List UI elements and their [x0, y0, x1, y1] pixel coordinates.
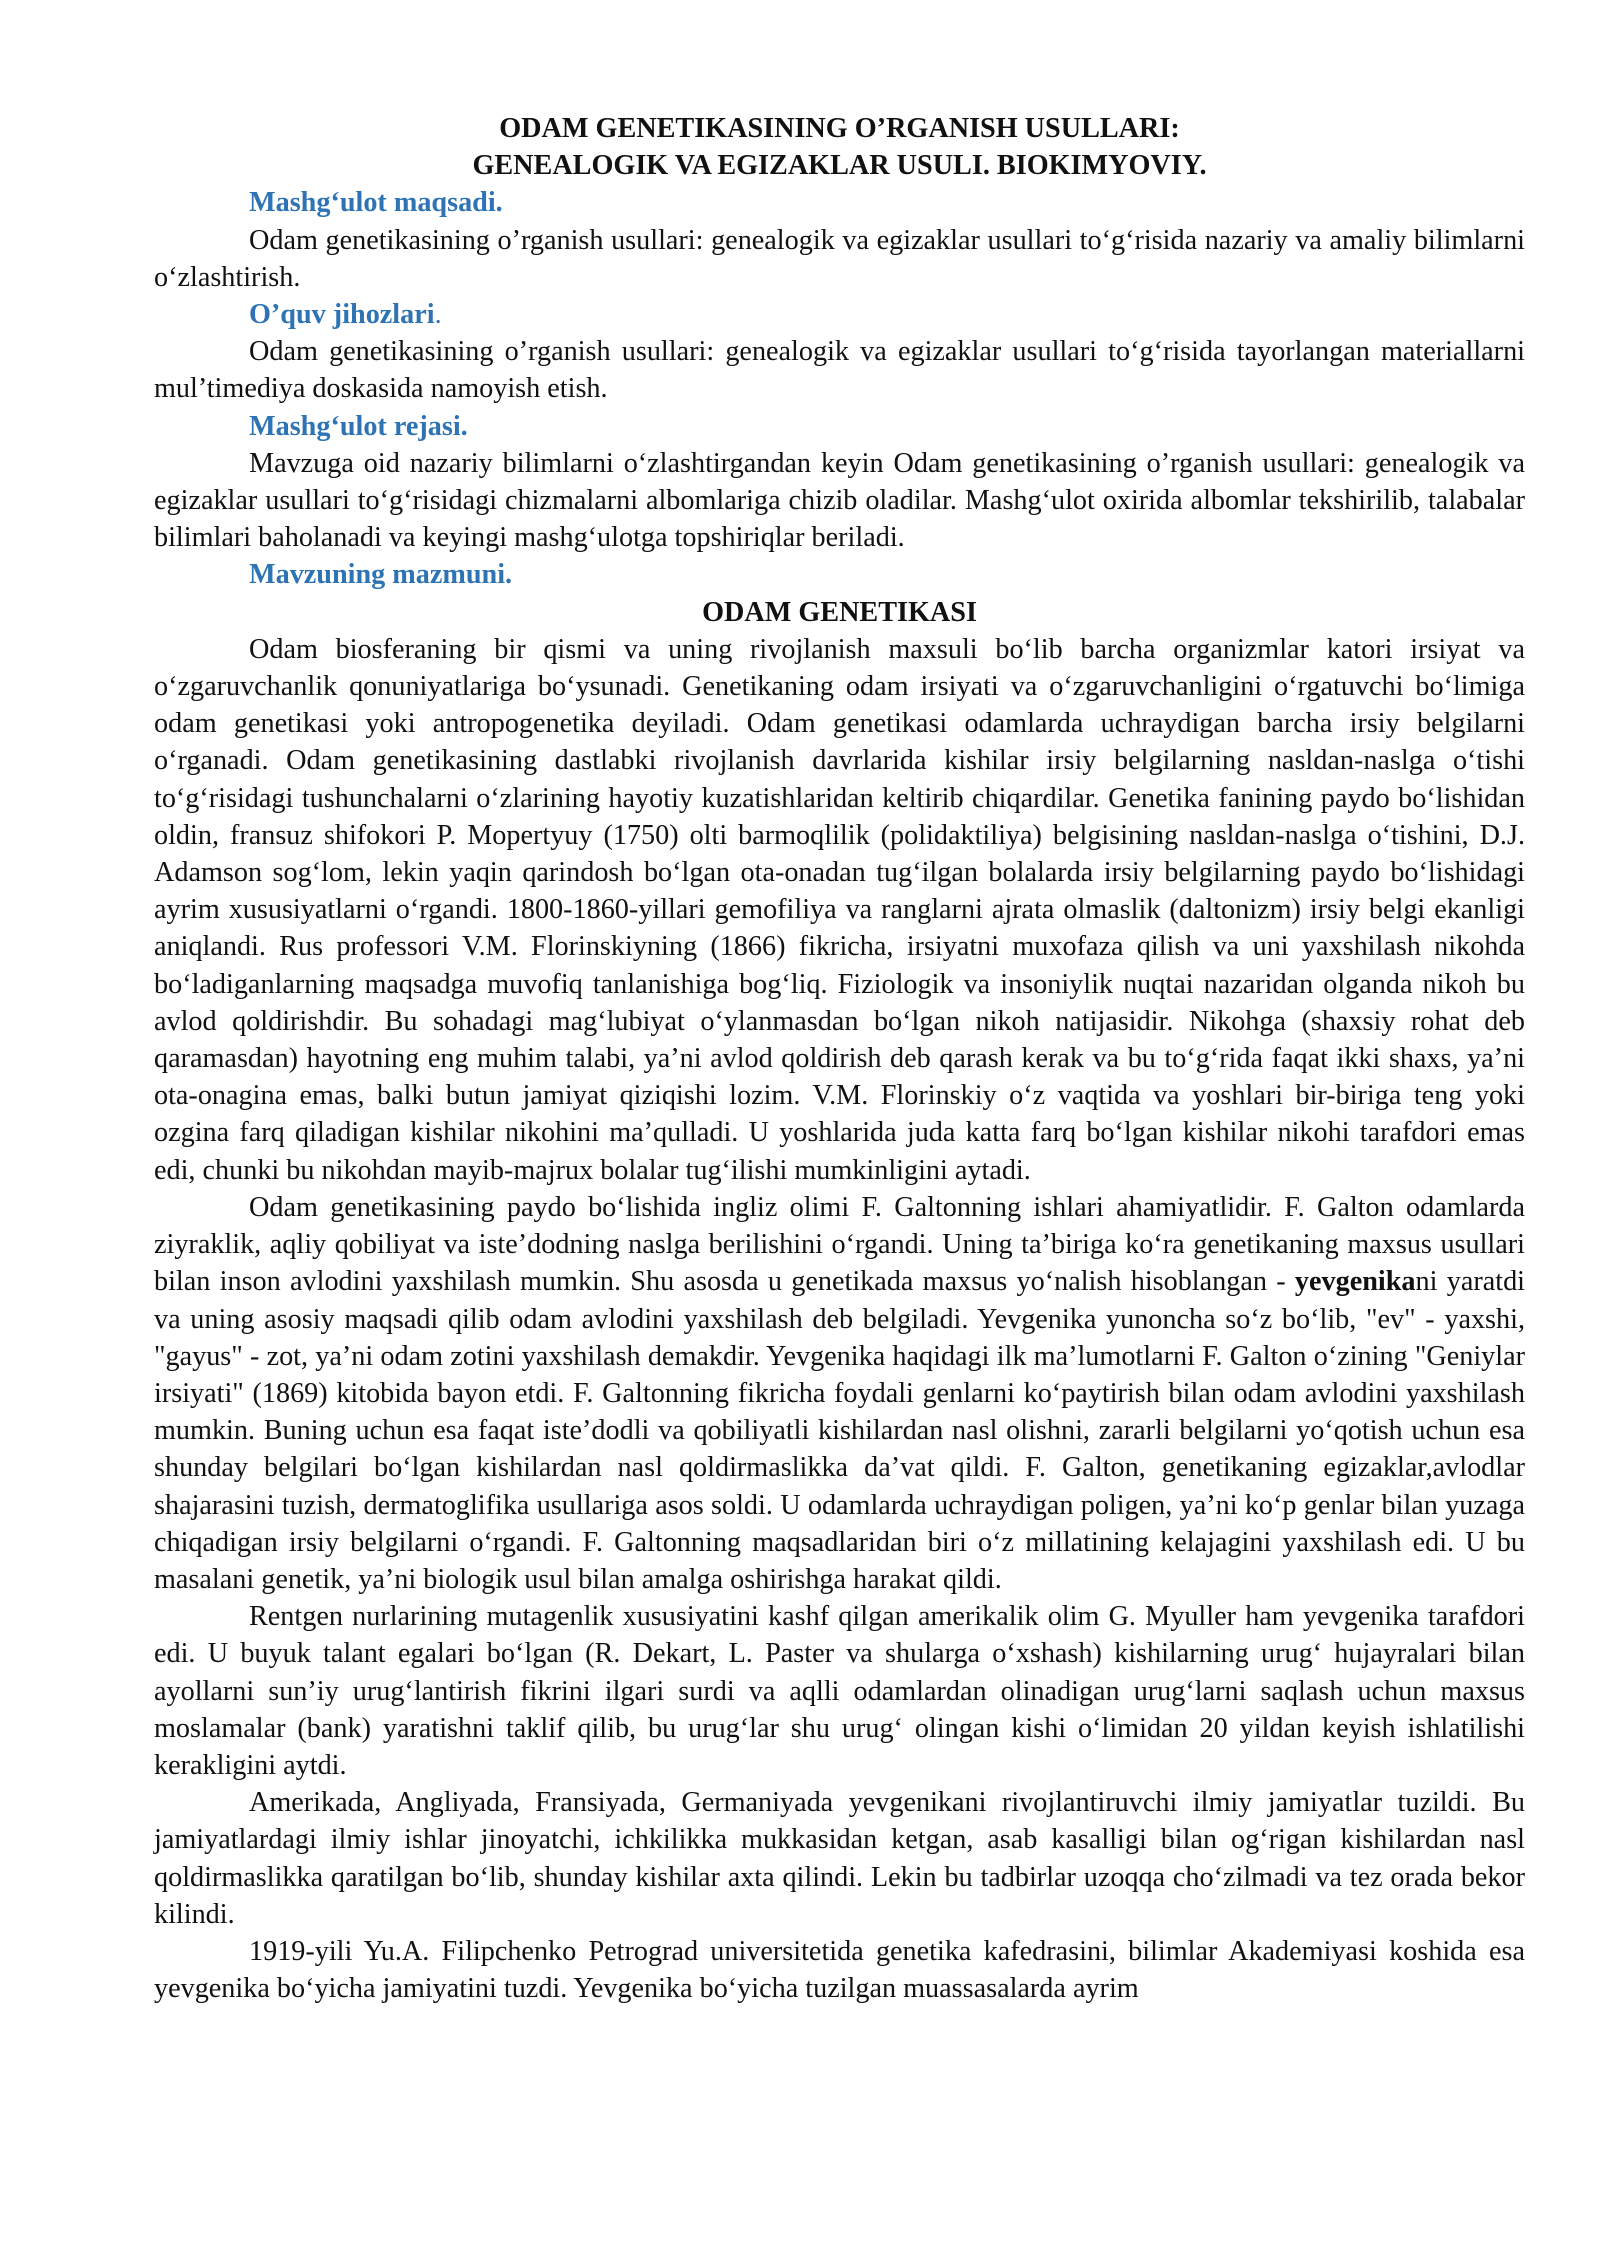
plan-text: Mavzuga oid nazariy bilimlarni o‘zlashtirgandan keyin Odam genetikasining o’rganish usullari: genealogik va egizaklar usullari to‘g‘risidagi chizmalarni albomlariga chizib oladilar. Mashg‘ulot oxirida albomlar tekshirilib, talabalar bilimlari baholanadi va keyingi mashg‘ulotga topshiriqlar beriladi. [154, 447, 1525, 554]
paragraph-5: 1919-yili Yu.A. Filipchenko Petrograd universitetida genetika kafedrasini, bilimlar Akademiyasi koshida esa yevgenika bo‘yicha jamiyatini tuzdi. Yevgenika bo‘yicha tuzilgan muassasalarda ayrim [154, 1935, 1525, 2005]
equipment-heading [154, 296, 1525, 333]
goal-heading: Mashg‘ulot maqsadi. [249, 187, 503, 219]
paragraph-4: Amerikada, Angliyada, Fransiyada, Germaniyada yevgenikani rivojlantiruvchi ilmiy jamiyatlar tuzildi. Bu jamiyatlardagi ilmiy ishlar jinoyatchi, ichkilikka mukkasidan ketgan, asab kasalligi bilan og‘rigan kishilardan nasl qoldirmaslikka qaratilgan bo‘lib, shunday kishilar axta qilindi. Lekin bu tadbirlar uzoqqa cho‘zilmadi va tez orada bekor kilindi. [154, 1787, 1525, 1930]
paragraph-2 [154, 1189, 1525, 1598]
equipment-text: Odam genetikasining o’rganish usullari: genealogik va egizaklar usullari to‘g‘risida tayorlangan materiallarni mul’timediya doskasida namoyish etish. [154, 336, 1525, 405]
content-heading: Mavzuning mazmuni. [249, 559, 513, 591]
paragraph-2-start: Odam genetikasining paydo bo‘lishida ingliz olimi F. Galtonning ishlari ahamiyatlidir. F. Galton odamlarda ziyraklik, aqliy qobiliyat va iste’dodning naslga berilishini o‘rgandi. Uning ta’biriga ko‘ra genetikaning maxsus usullari bilan inson avlodini yaxshilash mumkin. Shu asosda u genetikada maxsus yo‘nalish hisoblangan - [154, 1191, 1525, 1298]
section-title: ODAM GENETIKASI [702, 596, 977, 628]
paragraph-2-rest: ni yaratdi va uning asosiy maqsadi qilib odam avlodini yaxshilash deb belgiladi. Yevgenika yunoncha so‘z bo‘lib, "ev" - yaxshi, "gayus" - zot, ya’ni odam zotini yaxshilash demakdir. Yevgenika haqidagi ilk ma’lumotlarni F. Galton o‘zining "Geniylar irsiyati" (1869) kitobida bayon etdi. F. Galtonning fikricha foydali genlarni ko‘paytirish bilan odam avlodini yaxshilash mumkin. Buning uchun esa faqat iste’dodli va qobiliyatli kishilardan nasl olishni, zararli belgilarni yo‘qotish uchun esa shunday belgilari bo‘lgan kishilardan nasl qoldirmaslikka da’vat qildi. F. Galton, genetikaning egizaklar,avlodlar shajarasini tuzish, dermatoglifika usullariga asos soldi. U odamlarda uchraydigan poligen, ya’ni ko‘p genlar bilan yuzaga chiqadigan irsiy belgilarni o‘rgandi. F. Galtonning maqsadlaridan biri o‘z millatining kelajagini yaxshilash edi. U bu masalani genetik, ya’ni biologik usul bilan amalga oshirishga harakat qildi. [154, 1266, 1525, 1595]
plan-heading: Mashg‘ulot rejasi. [249, 410, 468, 442]
document-title-line-1: ODAM GENETIKASINING O’RGANISH USULLARI: [499, 113, 1180, 144]
document-page [154, 110, 1525, 2007]
goal-text: Odam genetikasining o’rganish usullari: genealogik va egizaklar usullari to‘g‘risida nazariy va amaliy bilimlarni o‘zlashtirish. [154, 224, 1525, 293]
paragraph-1: Odam biosferaning bir qismi va uning rivojlanish maxsuli bo‘lib barcha organizmlar katori irsiyat va o‘zgaruvchanlik qonuniyatlariga bo‘ysunadi. Genetikaning odam irsiyati va o‘zgaruvchanligini o‘rgatuvchi bo‘limiga odam genetikasi yoki antropogenetika deyiladi. Odam genetikasi odamlarda uchraydigan barcha irsiy belgilarni o‘rganadi. Odam genetikasining dastlabki rivojlanish davrlarida kishilar irsiy belgilarning nasldan-naslga o‘tishi to‘g‘risidagi tushunchalarni o‘zlarining hayotiy kuzatishlaridan keltirib chiqardilar. Genetika fanining paydo bo‘lishidan oldin, fransuz shifokori P. Mopertyuy (1750) olti barmoqlilik (polidaktiliya) belgisining nasldan-naslga o‘tishini, D.J. Adamson sog‘lom, lekin yaqin qarindosh bo‘lgan ota-onadan tug‘ilgan bolalarda irsiy belgilarning paydo bo‘lishidagi ayrim xususiyatlarni o‘rgandi. 1800-1860-yillari gemofiliya va ranglarni ajrata olmaslik (daltonizm) irsiy belgi ekanligi aniqlandi. Rus professori V.M. Florinskiyning (1866) fikricha, irsiyatni muxofaza qilish va uni yaxshilash nikohda bo‘ladiganlarning maqsadga muvofiq tanlanishiga bog‘liq. Fiziologik va insoniylik nuqtai nazaridan olganda nikoh bu avlod qoldirishdir. Bu sohadagi mag‘lubiyat o‘ylanmasdan bo‘lgan nikoh natijasidir. Nikohga (shaxsiy rohat deb qaramasdan) hayotning eng muhim talabi, ya’ni avlod qoldirish deb qarash kerak va bu to‘g‘rida faqat ikki shaxs, ya’ni ota-onagina emas, balki butun jamiyat qiziqishi lozim. V.M. Florinskiy o‘z vaqtida va yoshlari bir-biriga teng yoki ozgina farq qiladigan kishilar nikohini ma’qulladi. U yoshlarida juda katta farq bo‘lgan kishilar nikohi tarafdori emas edi, chunki bu nikohdan mayib-majrux bolalar tug‘ilishi mumkinligini aytadi. [154, 633, 1525, 1186]
equipment-heading-dot: . [434, 299, 442, 331]
paragraph-3: Rentgen nurlarining mutagenlik xususiyatini kashf qilgan amerikalik olim G. Myuller ham yevgenika tarafdori edi. U buyuk talant egalari bo‘lgan (R. Dekart, L. Paster va shularga o‘xshash) kishilarning urug‘ hujayralari bilan ayollarni sun’iy urug‘lantirish fikrini ilgari surdi va aqlli odamlardan olinadigan urug‘larni saqlash uchun maxsus moslamalar (bank) yaratishni taklif qilib, bu urug‘lar shu urug‘ olingan kishi o‘limidan 20 yildan keyish ishlatilishi kerakligini aytdi. [154, 1601, 1525, 1781]
document-title-line-2: GENEALOGIK VA EGIZAKLAR USULI. BIOKIMYOVIY. [472, 150, 1207, 182]
term-yevgenika: yevgenika [1294, 1266, 1416, 1298]
equipment-heading-label: O’quv jihozlari [249, 299, 435, 331]
